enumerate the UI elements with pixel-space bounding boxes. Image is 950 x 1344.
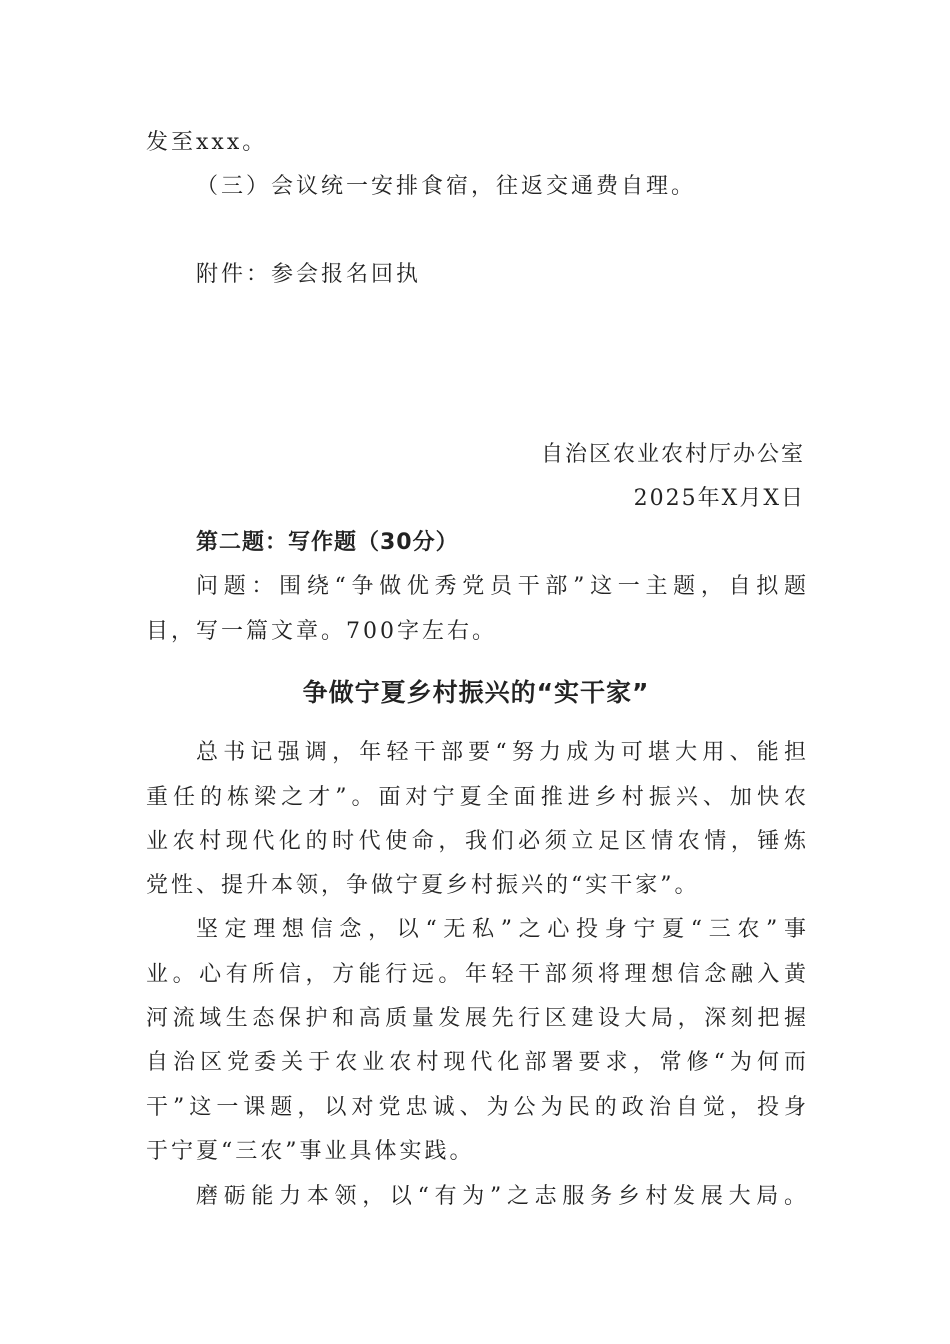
- para-line: 磨砺能力本领，以“有为”之志服务乡村发展大局。: [196, 1184, 806, 1209]
- para-line: 干”这一课题，以对党忠诚、为公为民的政治自觉，投身: [146, 1095, 806, 1120]
- text-line: （三）会议统一安排食宿，往返交通费自理。: [196, 174, 697, 199]
- para-line: 总书记强调，年轻干部要“努力成为可堪大用、能担: [196, 740, 806, 765]
- question-line: 目，写一篇文章。700字左右。: [146, 619, 497, 644]
- para-line: 坚定理想信念，以“无私”之心投身宁夏“三农”事: [196, 917, 806, 942]
- text-line: 发至xxx。: [146, 130, 268, 155]
- para-line: 业。心有所信，方能行远。年轻干部须将理想信念融入黄: [146, 962, 806, 987]
- para-line: 党性、提升本领，争做宁夏乡村振兴的“实干家”。: [146, 873, 700, 898]
- para-line: 于宁夏“三农”事业具体实践。: [146, 1139, 475, 1164]
- attachment-line: 附件：参会报名回执: [196, 262, 422, 287]
- signature-date: 2025年X月X日: [633, 486, 805, 511]
- para-line: 河流域生态保护和高质量发展先行区建设大局，深刻把握: [146, 1006, 806, 1031]
- para-line: 重任的栋梁之才”。面对宁夏全面推进乡村振兴、加快农: [146, 785, 806, 810]
- question-heading: 第二题：写作题（30分）: [196, 530, 459, 555]
- para-line: 自治区党委关于农业农村现代化部署要求，常修“为何而: [146, 1050, 806, 1075]
- article-title: 争做宁夏乡村振兴的“实干家”: [302, 678, 650, 707]
- signature-org: 自治区农业农村厅办公室: [540, 442, 805, 467]
- para-line: 业农村现代化的时代使命，我们必须立足区情农情，锤炼: [146, 829, 806, 854]
- question-line: 问题：围绕“争做优秀党员干部”这一主题，自拟题: [196, 574, 806, 599]
